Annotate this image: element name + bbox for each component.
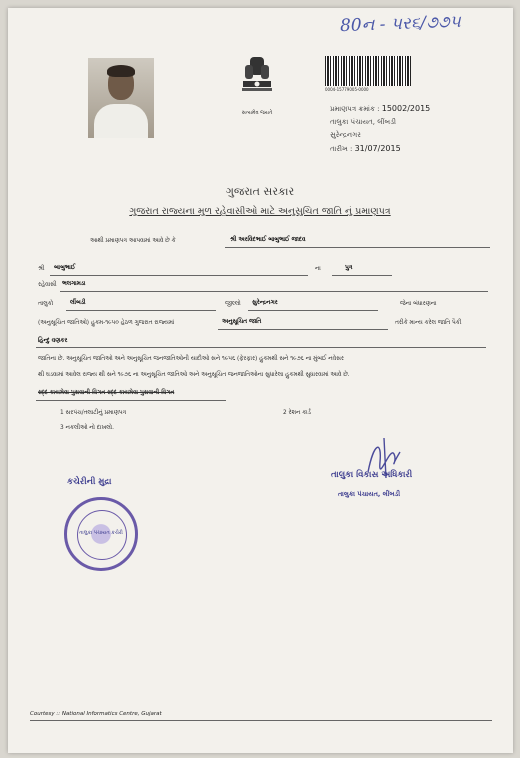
state-emblem-icon: [237, 55, 277, 107]
taluka-label: તાલુકો: [38, 301, 54, 307]
certificate-number: 15002/2015: [381, 104, 431, 113]
evidence-item-3: 3 નકલીઓ નો દાખલો.: [60, 425, 114, 431]
barcode-text: 0004-15779005-0000: [325, 87, 369, 92]
evidence-item-2: 2 રેશન કાર્ડ: [283, 410, 311, 416]
office-line1: તાલુકા પંચાયત, લીંબડી: [330, 118, 396, 126]
issued-label: આથી પ્રમાણપત્ર આપવામાં આવે છે કે: [90, 238, 176, 244]
district-label: જીલ્લો: [225, 301, 241, 307]
paragraph-line2: થી ઘડવામાં આવેલ રાજ્ય થી સને ૧૯૭૬ ના અનુસૂચિત જાતિઓ અને અનુસૂચિત જનજાતિઓના સુધારેલા હુકમથી સુધારવામાં આવે છે.: [38, 372, 350, 378]
state-label: જેના બંધારણના: [400, 301, 437, 307]
certificate-date: 31/07/2015: [354, 144, 401, 153]
barcode: [325, 56, 411, 86]
certificate-paper: [8, 8, 513, 753]
caste-suffix: તરીકે માન્ય કરેલ જાતિ પૈકી: [395, 320, 462, 326]
certificate-number-row: [330, 104, 430, 114]
seal-text: તાલુકા પંચાયત કચેરી: [79, 530, 123, 536]
district: સુરેન્દ્રનગર: [252, 300, 278, 306]
handwritten-reference: 80ન - પર૬/૭૭૫: [339, 11, 462, 37]
struck-evidence-text: રદ્દ કાયમેવા પુરાવાની વિગત રદ્દ કાયમેવા પુરાવાની વિગત: [38, 390, 175, 396]
officer-office: તાલુકા પંચાયત, લીંબડી: [338, 490, 401, 498]
office-line2: સુરેન્દ્રનગર: [330, 131, 361, 139]
document-title: ગુજરાત સરકાર: [225, 185, 295, 198]
evidence-item-1: 1 સરપંચ/તલાટીનું પ્રમાણપત્ર: [60, 410, 127, 416]
father-prefix: શ્રી: [38, 266, 45, 272]
village: ભલગામડા: [62, 281, 86, 287]
office-stamp-label: કચેરીની મુદ્રા: [67, 477, 112, 487]
applicant-photo: [88, 58, 154, 138]
holder-name: શ્રી અરવિંદભાઈ બાબુભાઈ જાદવ: [230, 237, 306, 243]
certificate-date-row: [330, 144, 401, 154]
courtesy-footer: Courtesy :: National Informatics Centre, Gujarat: [30, 711, 162, 717]
taluka: લીંબડી: [70, 300, 86, 306]
relation: પુત્ર: [345, 265, 353, 271]
paragraph-line1: જાતિના છે. અનુસૂચિત જાતિઓ અને અનુસૂચિત જનજાતિઓની યાદીઓ સને ૧૯૫૬ (ફેરફાર) હુકમથી સને ૧૯૭૬ ના મુંબઈ નવેસર: [38, 356, 344, 362]
village-label: રહેવાસી: [38, 282, 57, 288]
religion: હિન્દુ વણકર: [38, 338, 68, 344]
office-seal: [64, 497, 138, 571]
emblem-caption: સત્યમેવ જયતે: [241, 110, 273, 116]
caste: અનુસૂચિત જાતિ: [222, 319, 262, 325]
certificate-date-label: તારીખ :: [330, 145, 353, 153]
officer-designation: તાલુકા વિકાસ અધિકારી: [331, 470, 413, 480]
certificate-number-label: પ્રમાણપત્ર ક્રમાંક :: [330, 105, 380, 113]
relation-na: ના: [315, 266, 321, 272]
order-text: (અનુસૂચિત જાતિઓ) હુકમ-૧૯૫૦ હેઠળ ગુજરાત રાજ્યમાં: [38, 320, 175, 326]
father-name: બાબુભાઈ: [54, 265, 76, 271]
document-subtitle: ગુજરાત રાજ્યના મુળ રહેવાસીઓ માટે અનુસુચિત જાતિ નું પ્રમાણપત્ર: [129, 206, 391, 217]
